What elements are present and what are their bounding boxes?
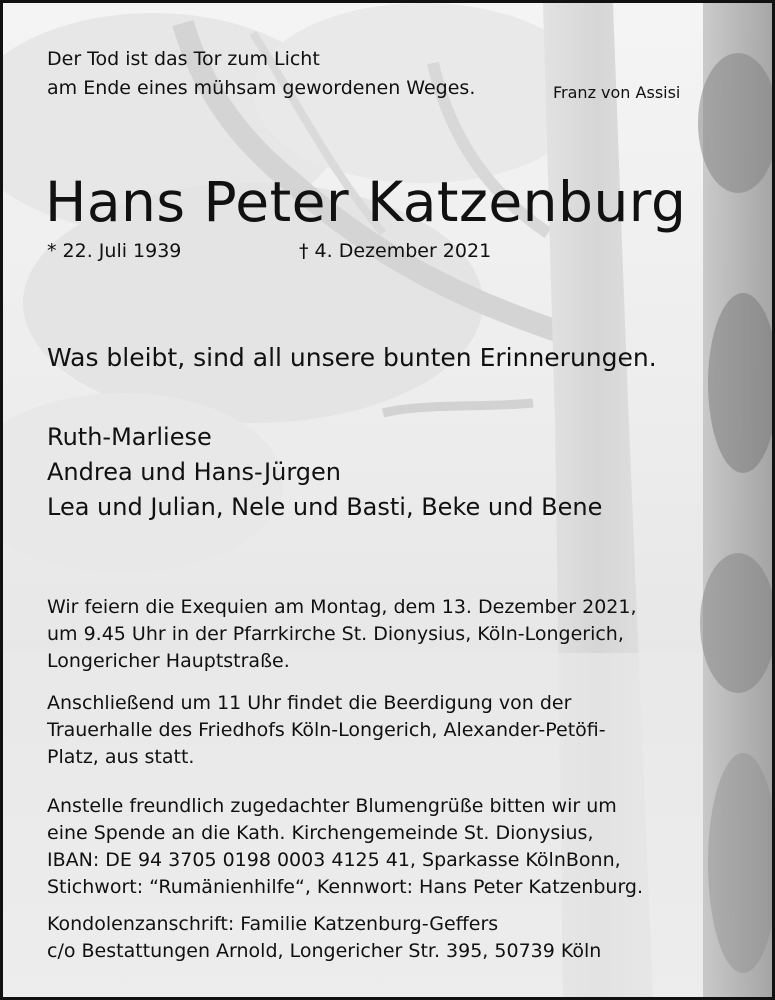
paragraph-line: Longericher Hauptstraße.	[47, 650, 290, 672]
motto: Was bleibt, sind all unsere bunten Erinnerungen.	[47, 343, 657, 372]
family-member: Andrea und Hans-Jürgen	[47, 458, 341, 486]
quote-line: am Ende eines mühsam gewordenen Weges.	[47, 77, 476, 99]
paragraph-line: IBAN: DE 94 3705 0198 0003 4125 41, Sparkasse KölnBonn,	[47, 849, 621, 871]
birth-date: * 22. Juli 1939	[47, 240, 182, 262]
family-member: Lea und Julian, Nele und Basti, Beke und Bene	[47, 493, 603, 521]
paragraph-line: Stichwort: “Rumänienhilfe“, Kennwort: Hans Peter Katzenburg.	[47, 876, 644, 898]
deceased-name: Hans Peter Katzenburg	[45, 170, 687, 234]
family-list	[47, 420, 602, 525]
quote-line: Der Tod ist das Tor zum Licht	[47, 48, 320, 70]
quote	[47, 45, 475, 103]
paragraph-line: um 9.45 Uhr in der Pfarrkirche St. Dionysius, Köln-Longerich,	[47, 623, 624, 645]
paragraph-line: Anschließend um 11 Uhr findet die Beerdigung von der	[47, 692, 572, 714]
quote-author: Franz von Assisi	[553, 83, 681, 102]
paragraph-line: Kondolenzanschrift: Familie Katzenburg-Geffers	[47, 913, 499, 935]
paragraph-line: Trauerhalle des Friedhofs Köln-Longerich, Alexander-Petöfi-	[47, 719, 606, 741]
condolence-address	[47, 911, 601, 965]
funeral-mass-paragraph	[47, 594, 637, 675]
burial-paragraph	[47, 690, 606, 771]
family-member: Ruth-Marliese	[47, 423, 212, 451]
paragraph-line: Anstelle freundlich zugedachter Blumengrüße bitten wir um	[47, 795, 617, 817]
paragraph-line: Platz, aus statt.	[47, 746, 195, 768]
death-date: † 4. Dezember 2021	[299, 240, 492, 262]
paragraph-line: Wir feiern die Exequien am Montag, dem 13. Dezember 2021,	[47, 596, 637, 618]
paragraph-line: c/o Bestattungen Arnold, Longericher Str. 395, 50739 Köln	[47, 940, 602, 962]
paragraph-line: eine Spende an die Kath. Kirchengemeinde St. Dionysius,	[47, 822, 594, 844]
donation-paragraph	[47, 793, 643, 901]
